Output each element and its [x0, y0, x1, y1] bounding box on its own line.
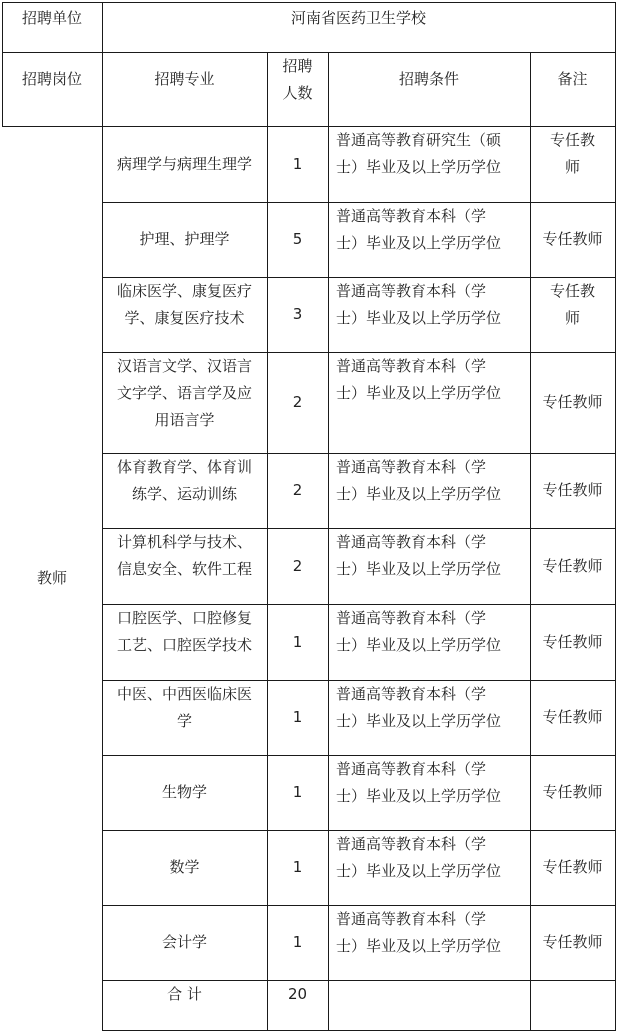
note-cell-line: 专任教师 — [542, 858, 603, 876]
major-cell — [102, 779, 267, 806]
major-cell — [102, 529, 267, 583]
note-cell-line: 专任教师 — [542, 393, 603, 411]
major-cell — [102, 854, 267, 881]
count-cell-line: 1 — [292, 633, 303, 651]
major-cell-line: 用语言学 — [154, 411, 215, 429]
condition-cell-line: 普通高等教育本科（学 — [336, 458, 487, 476]
total-label-line: 合 计 — [167, 985, 202, 1003]
condition-cell — [336, 203, 530, 257]
count-cell-line: 5 — [292, 230, 303, 248]
condition-cell-line: 士）毕业及以上学历学位 — [336, 485, 502, 503]
count-cell-line: 3 — [292, 305, 303, 323]
condition-cell-line: 普通高等教育本科（学 — [336, 282, 487, 300]
total-label — [102, 981, 267, 1008]
note-cell — [530, 704, 615, 731]
major-cell-line: 学 — [176, 712, 192, 730]
condition-cell-line: 士）毕业及以上学历学位 — [336, 384, 502, 402]
count-cell-line: 1 — [292, 155, 303, 173]
note-cell — [530, 127, 615, 181]
condition-cell-line: 士）毕业及以上学历学位 — [336, 309, 502, 327]
note-cell — [530, 854, 615, 881]
condition-cell-line: 普通高等教育本科（学 — [336, 533, 487, 551]
condition-cell-line: 士）毕业及以上学历学位 — [336, 937, 502, 955]
note-cell — [530, 278, 615, 332]
count-cell-line: 2 — [292, 393, 303, 411]
count-cell — [267, 301, 328, 328]
note-cell-line: 专任教师 — [542, 708, 603, 726]
major-cell — [102, 454, 267, 508]
unit-label-line: 招聘单位 — [21, 9, 82, 27]
count-cell-line: 2 — [292, 557, 303, 575]
note-cell-line: 专任教 — [549, 282, 595, 300]
note-cell — [530, 477, 615, 504]
major-cell — [102, 605, 267, 659]
count-cell — [267, 553, 328, 580]
condition-cell-line: 普通高等教育本科（学 — [336, 760, 487, 778]
major-cell-line: 信息安全、软件工程 — [116, 560, 252, 578]
condition-cell-line: 士）毕业及以上学历学位 — [336, 787, 502, 805]
count-cell-line: 1 — [292, 933, 303, 951]
major-cell-line: 文字学、语言学及应 — [116, 384, 252, 402]
major-cell-line: 临床医学、康复医疗 — [116, 282, 252, 300]
note-cell-line: 专任教师 — [542, 481, 603, 499]
major-cell — [102, 681, 267, 735]
condition-cell — [336, 605, 530, 659]
note-cell — [530, 629, 615, 656]
condition-label-line: 招聘条件 — [398, 70, 459, 88]
count-cell — [267, 929, 328, 956]
note-cell — [530, 553, 615, 580]
major-cell-line: 学、康复医疗技术 — [124, 309, 245, 327]
position-value-line: 教师 — [36, 569, 67, 587]
note-cell-line: 专任教师 — [542, 933, 603, 951]
position-label — [2, 66, 102, 93]
table-border-right — [615, 2, 616, 1031]
major-label — [102, 66, 267, 93]
note-cell-line: 师 — [564, 158, 580, 176]
count-cell — [267, 704, 328, 731]
condition-cell — [336, 906, 530, 960]
col-divider-4 — [530, 52, 531, 1031]
total-value — [267, 981, 328, 1008]
condition-cell-line: 士）毕业及以上学历学位 — [336, 862, 502, 880]
major-cell-line: 数学 — [169, 858, 200, 876]
note-label-line: 备注 — [557, 70, 588, 88]
note-cell — [530, 779, 615, 806]
condition-cell-line: 士）毕业及以上学历学位 — [336, 234, 502, 252]
condition-cell — [336, 681, 530, 735]
note-cell-line: 师 — [564, 309, 580, 327]
count-label-line: 招聘 — [282, 57, 313, 75]
major-label-line: 招聘专业 — [154, 70, 215, 88]
major-cell — [102, 278, 267, 332]
major-cell — [102, 929, 267, 956]
condition-label — [328, 66, 530, 93]
condition-cell-line: 士）毕业及以上学历学位 — [336, 158, 502, 176]
count-cell — [267, 854, 328, 881]
col-divider-3 — [328, 52, 329, 1031]
table-border-top — [2, 2, 616, 3]
note-cell — [530, 389, 615, 416]
major-cell-line: 中医、中西医临床医 — [116, 685, 252, 703]
condition-cell-line: 普通高等教育本科（学 — [336, 609, 487, 627]
major-cell — [102, 151, 267, 178]
note-cell-line: 专任教师 — [542, 783, 603, 801]
major-cell — [102, 353, 267, 434]
major-cell-line: 计算机科学与技术、 — [116, 533, 252, 551]
count-cell-line: 1 — [292, 783, 303, 801]
condition-cell-line: 士）毕业及以上学历学位 — [336, 560, 502, 578]
condition-cell — [336, 127, 530, 181]
note-cell-line: 专任教师 — [542, 230, 603, 248]
condition-cell-line: 普通高等教育本科（学 — [336, 685, 487, 703]
condition-cell — [336, 831, 530, 885]
note-cell — [530, 226, 615, 253]
table-border-bottom — [102, 1030, 616, 1031]
condition-cell-line: 普通高等教育本科（学 — [336, 835, 487, 853]
unit-label — [2, 5, 102, 32]
note-cell-line: 专任教 — [549, 131, 595, 149]
major-cell — [102, 226, 267, 253]
major-cell-line: 口腔医学、口腔修复 — [116, 609, 252, 627]
note-cell — [530, 929, 615, 956]
note-cell-line: 专任教师 — [542, 557, 603, 575]
major-cell-line: 会计学 — [161, 933, 207, 951]
total-value-line: 20 — [287, 985, 308, 1003]
condition-cell-line: 士）毕业及以上学历学位 — [336, 712, 502, 730]
count-cell — [267, 477, 328, 504]
condition-cell — [336, 454, 530, 508]
count-label-line: 人数 — [282, 84, 313, 102]
count-cell — [267, 779, 328, 806]
col-divider-2 — [267, 52, 268, 1031]
position-value — [2, 565, 102, 592]
major-cell-line: 体育教育学、体育训 — [116, 458, 252, 476]
count-label — [267, 53, 328, 107]
condition-cell — [336, 529, 530, 583]
count-cell — [267, 151, 328, 178]
condition-cell-line: 普通高等教育本科（学 — [336, 357, 487, 375]
major-cell-line: 练学、运动训练 — [131, 485, 237, 503]
condition-cell-line: 普通高等教育本科（学 — [336, 910, 487, 928]
count-cell-line: 2 — [292, 481, 303, 499]
major-cell-line: 病理学与病理生理学 — [116, 155, 252, 173]
note-cell-line: 专任教师 — [542, 633, 603, 651]
count-cell — [267, 629, 328, 656]
condition-cell — [336, 278, 530, 332]
unit-value — [102, 5, 615, 32]
unit-value-line: 河南省医药卫生学校 — [290, 9, 426, 27]
major-cell-line: 生物学 — [161, 783, 207, 801]
note-label — [530, 66, 615, 93]
condition-cell-line: 士）毕业及以上学历学位 — [336, 636, 502, 654]
major-cell-line: 汉语言文学、汉语言 — [116, 357, 252, 375]
major-cell-line: 护理、护理学 — [139, 230, 230, 248]
condition-cell-line: 普通高等教育研究生（硕 — [336, 131, 502, 149]
count-cell — [267, 226, 328, 253]
position-label-line: 招聘岗位 — [21, 70, 82, 88]
condition-cell-line: 普通高等教育本科（学 — [336, 207, 487, 225]
condition-cell — [336, 353, 530, 407]
count-cell-line: 1 — [292, 858, 303, 876]
count-cell — [267, 389, 328, 416]
count-cell-line: 1 — [292, 708, 303, 726]
major-cell-line: 工艺、口腔医学技术 — [116, 636, 252, 654]
condition-cell — [336, 756, 530, 810]
